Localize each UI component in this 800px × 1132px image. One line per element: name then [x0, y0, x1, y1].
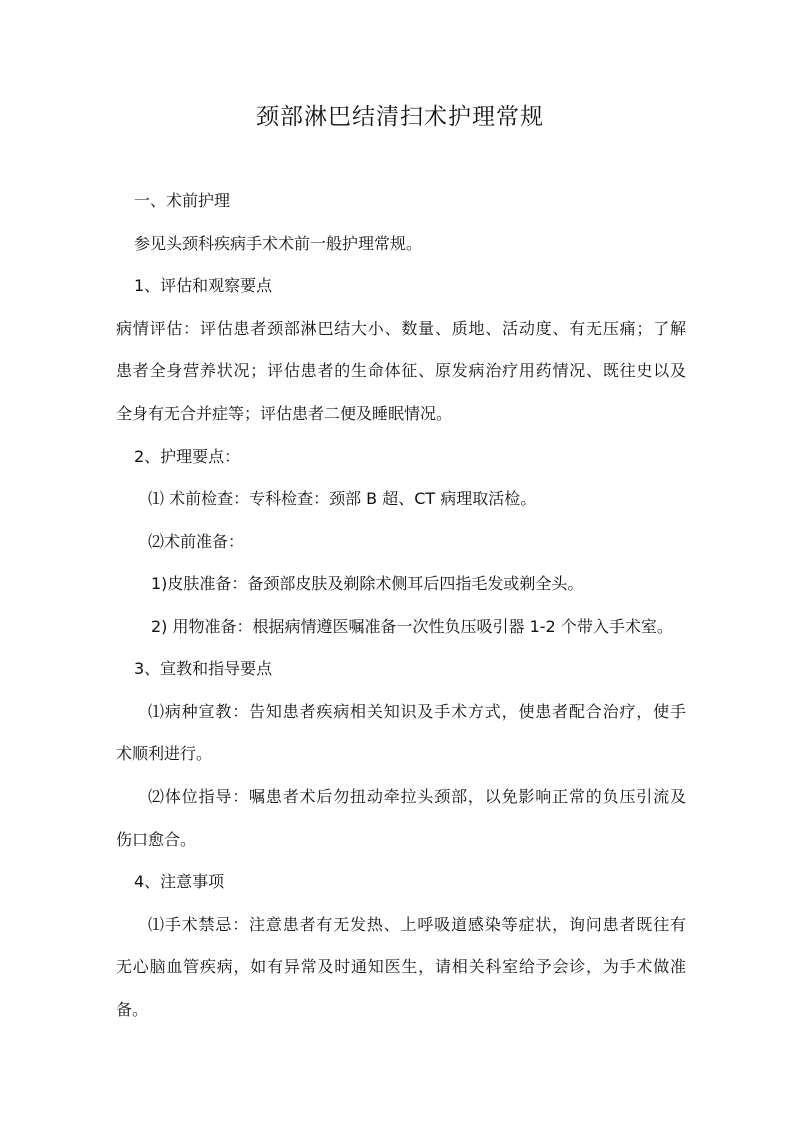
item-3-paragraph-line: ⑴病种宣教：告知患者疾病相关知识及手术方式，使患者配合治疗，使手 [148, 702, 686, 721]
item-1-paragraph-line: 病情评估：评估患者颈部淋巴结大小、数量、质地、活动度、有无压痛；了解 [116, 319, 686, 338]
item-2-sub-exam: ⑴ 术前检查：专科检查：颈部 B 超、CT 病理取活检。 [148, 489, 537, 508]
item-3-paragraph-line: 伤口愈合。 [116, 830, 197, 849]
item-3-paragraph-line: 术顺利进行。 [116, 744, 213, 763]
item-4-paragraph-line: ⑴手术禁忌：注意患者有无发热、上呼吸道感染等症状，询问患者既往有 [148, 915, 686, 934]
item-2-heading: 2、护理要点： [134, 447, 241, 466]
item-2-sub-preparation: ⑵术前准备： [148, 532, 245, 551]
item-3-heading: 3、宣教和指导要点 [134, 659, 273, 678]
item-1-paragraph-line: 全身有无合并症等；评估患者二便及睡眠情况。 [116, 404, 453, 423]
item-1-paragraph-line: 患者全身营养状况；评估患者的生命体征、原发病治疗用药情况、既往史以及 [116, 361, 686, 380]
document-title: 颈部淋巴结清扫术护理常规 [256, 104, 544, 130]
item-2-skin-prep: 1)皮肤准备：备颈部皮肤及剃除术侧耳后四指毛发或剃全头。 [151, 574, 584, 593]
item-4-paragraph-line: 备。 [116, 1000, 149, 1019]
section-heading-preop: 一、术前护理 [134, 191, 231, 210]
item-2-supplies-prep: 2) 用物准备：根据病情遵医嘱准备一次性负压吸引器 1-2 个带入手术室。 [151, 617, 673, 636]
intro-paragraph: 参见头颈科疾病手术术前一般护理常规。 [134, 234, 423, 253]
item-1-heading: 1、评估和观察要点 [134, 276, 273, 295]
item-4-paragraph-line: 无心脑血管疾病，如有异常及时通知医生，请相关科室给予会诊，为手术做准 [116, 957, 686, 976]
item-4-heading: 4、注意事项 [134, 872, 225, 891]
item-3-paragraph-line: ⑵体位指导：嘱患者术后勿扭动牵拉头颈部，以免影响正常的负压引流及 [148, 787, 686, 806]
